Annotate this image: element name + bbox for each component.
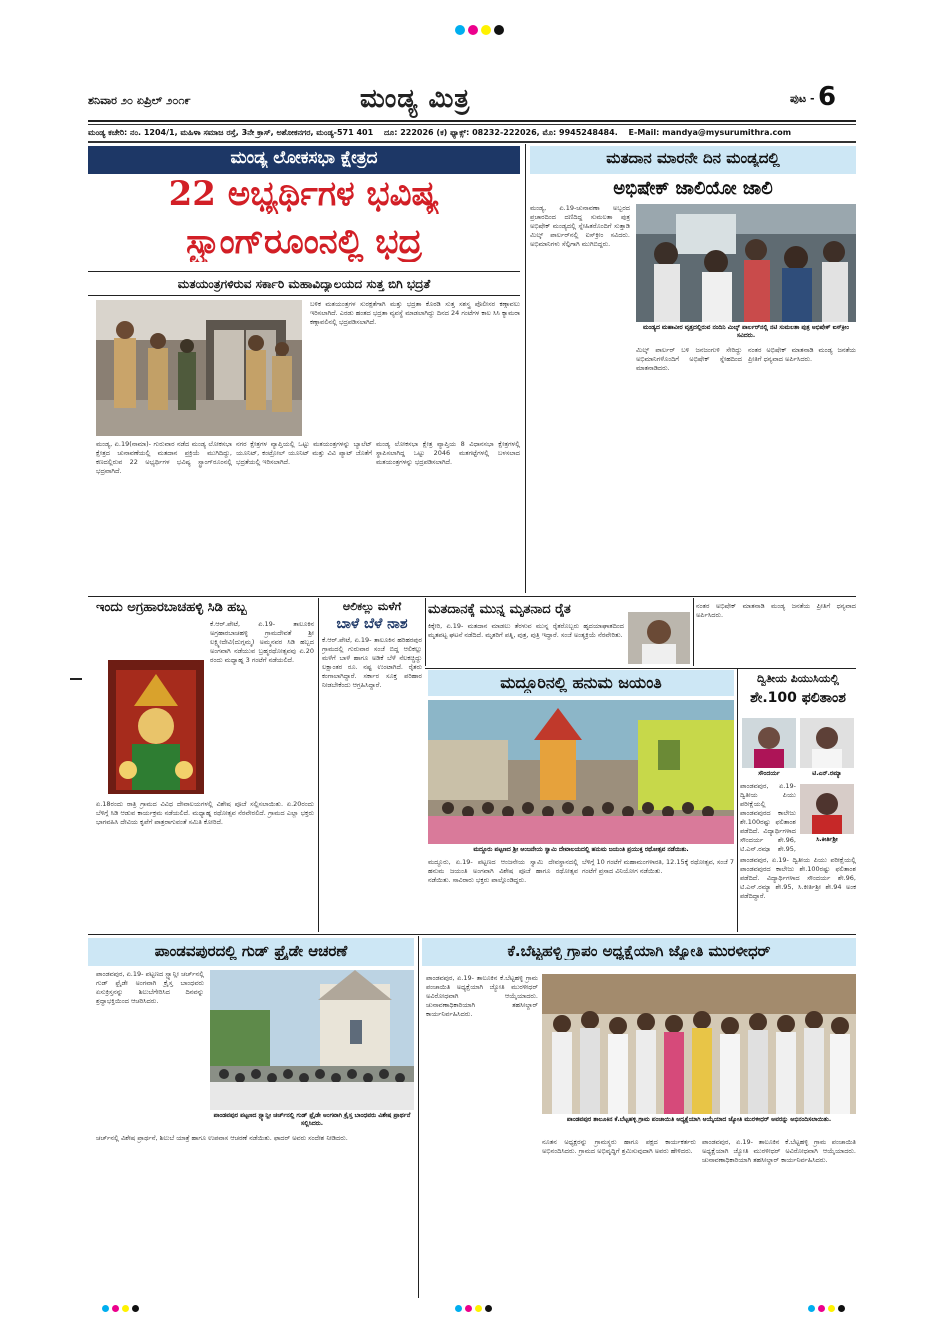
rain-headline-1: ಆಲಿಕಲ್ಲು ಮಳೆಗೆ — [342, 600, 402, 613]
column-divider — [737, 668, 738, 932]
strongroom-photo — [96, 300, 302, 436]
strongroom-illustration — [96, 300, 302, 436]
registration-mark — [485, 1305, 492, 1312]
header-rule — [88, 120, 856, 122]
group-photo-illustration — [542, 974, 856, 1114]
puc-body-continued: ಪಾಂಡವಪುರ, ಏ.19- ದ್ವಿತೀಯ ಪಿಯು ಪರೀಕ್ಷೆಯಲ್ಲಿ ಪಾಂಡವಪುರದ ಕಾಲೇಜು ಶೇ.100ರಷ್ಟು ಫಲಿತಾಂಶ ಪಡೆದಿದೆ. ವಿದ್ಯಾರ್ಥಿಗಳಾದ ಸೌಂದರ್ಯ ಶೇ.96, ಟಿ.ಎನ್.ರಮ್ಯಾ ಶೇ.95, ಸಿ.ಕೀರ್ತಿಶ್ರೀ ಶೇ.94 ಅಂಕ ಪಡೆದಿದ್ದಾರೆ. — [740, 856, 856, 900]
hanuma-caption: ಮದ್ದೂರು ಪಟ್ಟಣದ ಶ್ರೀ ಆಂಜನೇಯ ಸ್ವಾಮಿ ದೇವಾಲಯದಲ್ಲಿ ಹನುಮ ಜಯಂತಿ ಪ್ರಯುಕ್ತ ರಥೋತ್ಸವ ನಡೆಯಿತು. — [473, 846, 689, 853]
church-gathering-illustration — [210, 970, 414, 1110]
student-name-1: ಸೌಂದರ್ಯ — [758, 770, 780, 777]
registration-mark — [102, 1305, 109, 1312]
abhishek-kicker: ಮತದಾನ ಮಾರನೇ ದಿನ ಮಂಡ್ಯದಲ್ಲಿ — [606, 149, 780, 167]
abhishek-body-2: ಮಿಲ್ಕ್ ಪಾರ್ಲರ್ ಬಳಿ ಜನಜಂಗುಳಿ ಸೇರಿದ್ದು ಅಭಿಮಾನಿಗಳೊಂದಿಗೆ ಅಭಿಷೇಕ್ ಸ್ನೇಹದಿಂದ ಮಾತನಾಡಿದರು. — [636, 346, 742, 372]
goodfriday-headline: ಪಾಂಡವಪುರದಲ್ಲಿ ಗುಡ್ ಫ್ರೈಡೇ ಆಚರಣೆ — [154, 942, 348, 960]
office-email: E-Mail: mandya@mysurumithra.com — [628, 128, 792, 137]
page-number: 6 — [818, 82, 837, 112]
hanuma-body-2: ಬೆಳಿಗ್ಗೆ 10 ಗಂಟೆಗೆ ಮಹಾಮಂಗಳಾರತಿ, 12.15ಕ್ಕೆ ರಥೋತ್ಸವ, ಸಂಜೆ 7 ಗಂಟೆಗೆ ಪ್ರಸಾದ ವಿನಿಯೋಗ ನಡೆಯಿತು. — [582, 858, 734, 875]
student-portrait — [800, 784, 854, 834]
abhishek-illustration — [636, 204, 856, 322]
abhishek-body: ಮಂಡ್ಯ, ಏ.19-ಚುನಾವಣಾ ಅಬ್ಬರದ ಪ್ರಚಾರದಿಂದ ದಣಿದಿದ್ದ ಸುಮಲತಾ ಪುತ್ರ ಅಭಿಷೇಕ್ ಮಂಡ್ಯದಲ್ಲಿ ಸ್ನೇಹಿತರೊಂದಿಗೆ ಸುತ್ತಾಡಿ ಮಿಲ್ಕ್ ಪಾರ್ಲರ್‌ನಲ್ಲಿ ಐಸ್‌ಕ್ರೀಂ ಸವಿದರು. ಅಭಿಮಾನಿಗಳು ಸೆಲ್ಫಿಗಾಗಿ ಮುಗಿಬಿದ್ದರು. — [530, 204, 630, 248]
abhishek-photo — [636, 204, 856, 322]
lokasabha-body-left: ಮಂಡ್ಯ, ಏ.19(ನಾಮಾ)- ಗುರುವಾರ ನಡೆದ ಮಂಡ್ಯ ಲೋಕಸಭಾ ಕ್ಷೇತ್ರದ ಚುನಾವಣೆಯಲ್ಲಿ ಮತದಾನ ಪ್ರಕ್ರಿಯೆ ಮುಗಿದಿದ್ದು, ಕಣದಲ್ಲಿರುವ 22 ಅಭ್ಯರ್ಥಿಗಳ ಭವಿಷ್ಯ ಸ್ಟ್ರಾಂಗ್‌ರೂಂನಲ್ಲಿ ಭದ್ರವಾಗಿದೆ. — [96, 440, 232, 475]
office-phones: ದೂ: 222026 (ಕ) ಫ್ಯಾಕ್ಸ್: 08232-222026, ಮೊ: 9945248484. — [383, 128, 618, 137]
sidi-body: ಕೆ.ಆರ್.ಪೇಟೆ, ಏ.19- ತಾಲೂಕಿನ ಅಗ್ರಹಾರಬಾಚಹಳ್ಳಿ ಗ್ರಾಮದೇವತೆ ಶ್ರೀ ಲಕ್ಷ್ಮೀದೇವಿ(ದುಗ್ಗಮ್ಮ) ಅಮ್ಮನವರ ಸಿಡಿ ಹಬ್ಬದ ಅಂಗವಾಗಿ ನಡೆಯುವ ಬ್ರಹ್ಮರಥೋತ್ಸವವು ಏ.20 ರಂದು ಮಧ್ಯಾಹ್ನ 3 ಗಂಟೆಗೆ ನಡೆಯಲಿದೆ. — [210, 620, 314, 664]
newspaper-logo: ಮಂಡ್ಯ ಮಿತ್ರ — [360, 84, 471, 114]
student-photo-2 — [800, 718, 854, 768]
puc-body: ಪಾಂಡವಪುರ, ಏ.19- ದ್ವಿತೀಯ ಪಿಯು ಪರೀಕ್ಷೆಯಲ್ಲಿ ಪಾಂಡವಪುರದ ಕಾಲೇಜು ಶೇ.100ರಷ್ಟು ಫಲಿತಾಂಶ ಪಡೆದಿದೆ. ವಿದ್ಯಾರ್ಥಿಗಳಾದ ಸೌಂದರ್ಯ ಶೇ.96, ಟಿ.ಎನ್.ರಮ್ಯಾ ಶೇ.95, — [740, 782, 796, 852]
farmer-photo — [628, 612, 690, 664]
student-portrait — [742, 718, 796, 768]
rain-headline-2: ಬಾಳೆ ಬೆಳೆ ನಾಶ — [336, 616, 408, 632]
farmer-portrait — [628, 612, 690, 664]
subhead-rule — [88, 271, 520, 272]
jyothi-caption: ಪಾಂಡವಪುರ ತಾಲೂಕಿನ ಕೆ.ಬೆಟ್ಟಹಳ್ಳಿ ಗ್ರಾಮ ಪಂಚಾಯಿತಿ ಅಧ್ಯಕ್ಷೆಯಾಗಿ ಆಯ್ಕೆಯಾದ ಜ್ಯೋತಿ ಮುರಳೀಧರ್ ಅವರನ್ನು ಅಭಿನಂದಿಸಲಾಯಿತು. — [566, 1116, 832, 1123]
lokasabha-body-right: ಮಂಡ್ಯ ಲೋಕಸಭಾ ಕ್ಷೇತ್ರ ವ್ಯಾಪ್ತಿಯ 8 ವಿಧಾನಸಭಾ ಕ್ಷೇತ್ರಗಳಲ್ಲಿ ಸ್ಥಾಪಿಸಲಾಗಿದ್ದ ಒಟ್ಟು 2046 ಮತಗಟ್ಟೆಗಳಲ್ಲಿ ಬಳಸಲಾದ ಮತಯಂತ್ರಗಳನ್ನು ಭದ್ರಪಡಿಸಲಾಗಿದೆ. — [376, 440, 520, 466]
farmer-headline: ಮತದಾನಕ್ಕೆ ಮುನ್ನ ಮೃತನಾದ ರೈತ — [428, 602, 571, 617]
puc-headline-2: ಶೇ.100 ಫಲಿತಾಂಶ — [750, 690, 846, 706]
registration-mark — [475, 1305, 482, 1312]
hanuma-headline: ಮದ್ದೂರಿನಲ್ಲಿ ಹನುಮ ಜಯಂತಿ — [500, 673, 662, 692]
section-rule — [425, 668, 856, 669]
issue-date: ಶನಿವಾರ ೨೦ ಏಪ್ರಿಲ್ ೨೦೧೯ — [88, 94, 191, 107]
registration-mark — [132, 1305, 139, 1312]
crop-mark — [70, 678, 82, 680]
registration-mark — [455, 25, 465, 35]
section-rule — [88, 934, 856, 935]
student-portrait — [800, 718, 854, 768]
lokasabha-subhead: ಮತಯಂತ್ರಗಳಿರುವ ಸರ್ಕಾರಿ ಮಹಾವಿದ್ಯಾಲಯದ ಸುತ್ತ ಬಿಗಿ ಭದ್ರತೆ — [177, 277, 431, 291]
hanuma-body: ಮದ್ದೂರು, ಏ.19- ಪಟ್ಟಣದ ಆಂಜನೇಯ ಸ್ವಾಮಿ ದೇವಸ್ಥಾನದಲ್ಲಿ ಹನುಮ ಜಯಂತಿ ಅಂಗವಾಗಿ ವಿಶೇಷ ಪೂಜೆ ಹಾಗೂ ರಥೋತ್ಸವ ನಡೆಯಿತು. ಸಾವಿರಾರು ಭಕ್ತರು ಪಾಲ್ಗೊಂಡಿದ್ದರು. — [428, 858, 578, 884]
jyothi-photo — [542, 974, 856, 1114]
lokasabha-headline-2: ಸ್ಟ್ರಾಂಗ್‌ರೂಂನಲ್ಲಿ ಭದ್ರ — [186, 222, 422, 262]
jyothi-body: ಪಾಂಡವಪುರ, ಏ.19- ತಾಲೂಕಿನ ಕೆ.ಬೆಟ್ಟಹಳ್ಳಿ ಗ್ರಾಮ ಪಂಚಾಯಿತಿ ಅಧ್ಯಕ್ಷೆಯಾಗಿ ಜ್ಯೋತಿ ಮುರಳೀಧರ್ ಅವಿರೋಧವಾಗಿ ಆಯ್ಕೆಯಾದರು. ಚುನಾವಣಾಧಿಕಾರಿಯಾಗಿ ತಹಸೀಲ್ದಾರ್ ಕಾರ್ಯನಿರ್ವಹಿಸಿದರು. — [426, 974, 538, 1018]
column-divider — [693, 598, 694, 666]
student-photo-1 — [742, 718, 796, 768]
column-divider — [425, 598, 426, 666]
rain-body: ಕೆ.ಆರ್.ಪೇಟೆ, ಏ.19- ತಾಲೂಕಿನ ಹರಿಹರಪುರ ಗ್ರಾಮದಲ್ಲಿ ಗುರುವಾರ ಸಂಜೆ ಬಿದ್ದ ಆಲಿಕಲ್ಲು ಮಳೆಗೆ ಬಾಳೆ ಹಾಗೂ ಅಡಿಕೆ ಬೆಳೆ ನೆಲಕಚ್ಚಿದ್ದು ಲಕ್ಷಾಂತರ ರೂ. ನಷ್ಟ ಉಂಟಾಗಿದೆ. ರೈತರು ಕಂಗಾಲಾಗಿದ್ದಾರೆ. ಸರ್ಕಾರ ಸೂಕ್ತ ಪರಿಹಾರ ನೀಡಬೇಕೆಂದು ಆಗ್ರಹಿಸಿದ್ದಾರೆ. — [322, 636, 422, 689]
student-name-2: ಟಿ.ಎನ್.ರಮ್ಯಾ — [812, 770, 842, 777]
lokasabha-headline-1: 22 ಅಭ್ಯರ್ಥಿಗಳ ಭವಿಷ್ಯ — [168, 174, 440, 214]
jyothi-body-3: ಪಾಂಡವಪುರ, ಏ.19- ತಾಲೂಕಿನ ಕೆ.ಬೆಟ್ಟಹಳ್ಳಿ ಗ್ರಾಮ ಪಂಚಾಯಿತಿ ಅಧ್ಯಕ್ಷೆಯಾಗಿ ಜ್ಯೋತಿ ಮುರಳೀಧರ್ ಅವಿರೋಧವಾಗಿ ಆಯ್ಕೆಯಾದರು. ಚುನಾವಣಾಧಿಕಾರಿಯಾಗಿ ತಹಸೀಲ್ದಾರ್ ಕಾರ್ಯನಿರ್ವಹಿಸಿದರು. — [702, 1138, 856, 1164]
sidi-photo — [108, 660, 204, 794]
column-divider — [318, 598, 319, 932]
registration-mark — [112, 1305, 119, 1312]
abhishek-body-continued: ನಂತರ ಅಭಿಷೇಕ್ ಮಾತನಾಡಿ ಮಂಡ್ಯ ಜನತೆಯ ಪ್ರೀತಿಗೆ ಧನ್ಯವಾದ ಅರ್ಪಿಸಿದರು. — [696, 602, 856, 619]
registration-mark — [818, 1305, 825, 1312]
registration-mark — [122, 1305, 129, 1312]
registration-mark — [828, 1305, 835, 1312]
registration-mark — [468, 25, 478, 35]
office-address: ಮಂಡ್ಯ ಕಚೇರಿ: ನಂ. 1204/1, ಮಹಿಳಾ ಸಮಾಜ ರಸ್ತೆ, 3ನೇ ಕ್ರಾಸ್, ಅಶೋಕನಗರ, ಮಂಡ್ಯ-571 401 — [88, 128, 374, 137]
registration-mark — [838, 1305, 845, 1312]
sidi-body-2: ಏ.18ರಂದು ರಾತ್ರಿ ಗ್ರಾಮದ ವಿವಿಧ ದೇವಾಲಯಗಳಲ್ಲಿ ವಿಶೇಷ ಪೂಜೆ ಸಲ್ಲಿಸಲಾಯಿತು. ಏ.20ರಂದು ಬೆಳಿಗ್ಗೆ ಸಿಡಿ ಆಡುವ ಕಾರ್ಯಕ್ರಮ ನಡೆಯಲಿದೆ. ಮಧ್ಯಾಹ್ನ ರಥೋತ್ಸವ ನೆರವೇರಲಿದೆ. ಗ್ರಾಮದ ಎಲ್ಲಾ ಭಕ್ತರು ಭಾಗವಹಿಸಿ ದೇವಿಯ ಕೃಪೆಗೆ ಪಾತ್ರರಾಗುವಂತೆ ಸಮಿತಿ ಕೋರಿದೆ. — [96, 800, 314, 826]
goodfriday-photo — [210, 970, 414, 1110]
jyothi-headline: ಕೆ.ಬೆಟ್ಟಹಳ್ಳಿ ಗ್ರಾಪಂ ಅಧ್ಯಕ್ಷೆಯಾಗಿ ಜ್ಯೋತಿ ಮುರಳೀಧರ್ — [507, 942, 771, 960]
student-name-3: ಸಿ.ಕೀರ್ತಿಶ್ರೀ — [816, 836, 838, 843]
abhishek-body-3: ನಂತರ ಅಭಿಷೇಕ್ ಮಾತನಾಡಿ ಮಂಡ್ಯ ಜನತೆಯ ಪ್ರೀತಿಗೆ ಧನ್ಯವಾದ ಅರ್ಪಿಸಿದರು. — [748, 346, 856, 363]
subhead-rule — [88, 295, 520, 296]
column-divider — [418, 936, 419, 1298]
student-photo-3 — [800, 784, 854, 834]
deity-illustration — [108, 660, 204, 794]
registration-mark — [481, 25, 491, 35]
goodfriday-body: ಪಾಂಡವಪುರ, ಏ.19- ಪಟ್ಟಣದ ಸ್ಟ್ಯಾನ್ಲೀ ಚರ್ಚ್‌ನಲ್ಲಿ ಗುಡ್ ಫ್ರೈಡೇ ಅಂಗವಾಗಿ ಕ್ರೈಸ್ತ ಬಾಂಧವರು ಏಸುಕ್ರಿಸ್ತನನ್ನು ಶಿಲುಬೆಗೇರಿಸಿದ ದಿನವನ್ನು ಶ್ರದ್ಧಾಭಕ್ತಿಯಿಂದ ಆಚರಿಸಿದರು. — [96, 970, 204, 1005]
lokasabha-body-side: ಬಳಿಕ ಮತಯಂತ್ರಗಳ ಸುರಕ್ಷತೆಗಾಗಿ ಮತ್ತು ಭದ್ರತಾ ಕೊಠಡಿ ಸುತ್ತ ಸಶಸ್ತ್ರ ಪೊಲೀಸರ ಕಣ್ಗಾವಲು ಇರಿಸಲಾಗಿದೆ. ಎರಡು ಹಂತದ ಭದ್ರತಾ ವ್ಯವಸ್ಥೆ ಮಾಡಲಾಗಿದ್ದು ದಿನದ 24 ಗಂಟೆಗಳ ಕಾಲ ಸಿಸಿ ಕ್ಯಾಮರಾ ಕಣ್ಗಾವಲಿನಲ್ಲಿ ಭದ್ರಪಡಿಸಲಾಗಿದೆ. — [310, 300, 520, 326]
hanuma-photo — [428, 700, 734, 844]
registration-mark — [465, 1305, 472, 1312]
abhishek-headline: ಅಭಿಷೇಕ್ ಜಾಲಿಯೋ ಜಾಲಿ — [613, 178, 773, 199]
column-divider — [525, 144, 526, 593]
lokasabha-kicker: ಮಂಡ್ಯ ಲೋಕಸಭಾ ಕ್ಷೇತ್ರದ — [230, 148, 378, 168]
registration-mark — [494, 25, 504, 35]
goodfriday-body-2: ಚರ್ಚ್‌ನಲ್ಲಿ ವಿಶೇಷ ಪ್ರಾರ್ಥನೆ, ಶಿಲುಬೆ ಯಾತ್ರೆ ಹಾಗೂ ಉಪವಾಸ ಆಚರಣೆ ನಡೆಯಿತು. ಫಾದರ್ ಅವರು ಸಂದೇಶ ನೀಡಿದರು. — [96, 1134, 348, 1142]
abhishek-caption: ಮಂಡ್ಯದ ಮಹಾವೀರ ವೃತ್ತದಲ್ಲಿರುವ ನಂದಿನಿ ಮಿಲ್ಕ್ ಪಾರ್ಲರ್‌ನಲ್ಲಿ ನಟಿ ಸುಮಲತಾ ಪುತ್ರ ಅಭಿಷೇಕ್ ಐಸ್‌ಕ್ರೀಂ ಸವಿದರು. — [642, 324, 850, 339]
puc-headline-1: ದ್ವಿತೀಯ ಪಿಯುಸಿಯಲ್ಲಿ — [757, 672, 839, 685]
registration-mark — [455, 1305, 462, 1312]
sidi-headline: ಇಂದು ಅಗ್ರಹಾರಬಾಚಹಳ್ಳಿ ಸಿಡಿ ಹಬ್ಬ — [96, 600, 247, 615]
chariot-festival-illustration — [428, 700, 734, 844]
farmer-body: ಕಿಕ್ಕೇರಿ, ಏ.19- ಮತದಾನ ಮಾಡಲು ತೆರಳುವ ಮುನ್ನ ರೈತರೊಬ್ಬರು ಹೃದಯಾಘಾತದಿಂದ ಮೃತಪಟ್ಟ ಘಟನೆ ನಡೆದಿದೆ. ಮೃತರಿಗೆ ಪತ್ನಿ, ಪುತ್ರ, ಪುತ್ರಿ ಇದ್ದಾರೆ. ಸಂಜೆ ಅಂತ್ಯಕ್ರಿಯೆ ನೆರವೇರಿತು. — [428, 622, 624, 639]
jyothi-body-2: ನೂತನ ಅಧ್ಯಕ್ಷರನ್ನು ಗ್ರಾಮಸ್ಥರು ಹಾಗೂ ಪಕ್ಷದ ಕಾರ್ಯಕರ್ತರು ಅಭಿನಂದಿಸಿದರು. ಗ್ರಾಮದ ಅಭಿವೃದ್ಧಿಗೆ ಶ್ರಮಿಸುವುದಾಗಿ ಅವರು ಹೇಳಿದರು. — [542, 1138, 696, 1155]
registration-mark — [808, 1305, 815, 1312]
goodfriday-caption: ಪಾಂಡವಪುರ ಪಟ್ಟಣದ ಸ್ಟ್ಯಾನ್ಲೀ ಚರ್ಚ್‌ನಲ್ಲಿ ಗುಡ್ ಫ್ರೈಡೇ ಅಂಗವಾಗಿ ಕ್ರೈಸ್ತ ಬಾಂಧವರು ವಿಶೇಷ ಪ್ರಾರ್ಥನೆ ಸಲ್ಲಿಸಿದರು. — [213, 1112, 411, 1127]
page-label: ಪುಟ - — [790, 92, 815, 105]
contact-info-bar — [88, 124, 856, 143]
lokasabha-body-mid: ನಗರ ಕ್ಷೇತ್ರಗಳ ವ್ಯಾಪ್ತಿಯಲ್ಲಿ ಒಟ್ಟು ಮತಯಂತ್ರಗಳನ್ನು ಬ್ಯಾಲೆಟ್ ಯೂನಿಟ್, ಕಂಟ್ರೋಲ್ ಯೂನಿಟ್ ಮತ್ತು ವಿವಿ ಪ್ಯಾಟ್ ಜೊತೆಗೆ ಭದ್ರತೆಯಲ್ಲಿ ಇರಿಸಲಾಗಿದೆ. — [236, 440, 372, 466]
section-rule — [88, 596, 856, 597]
